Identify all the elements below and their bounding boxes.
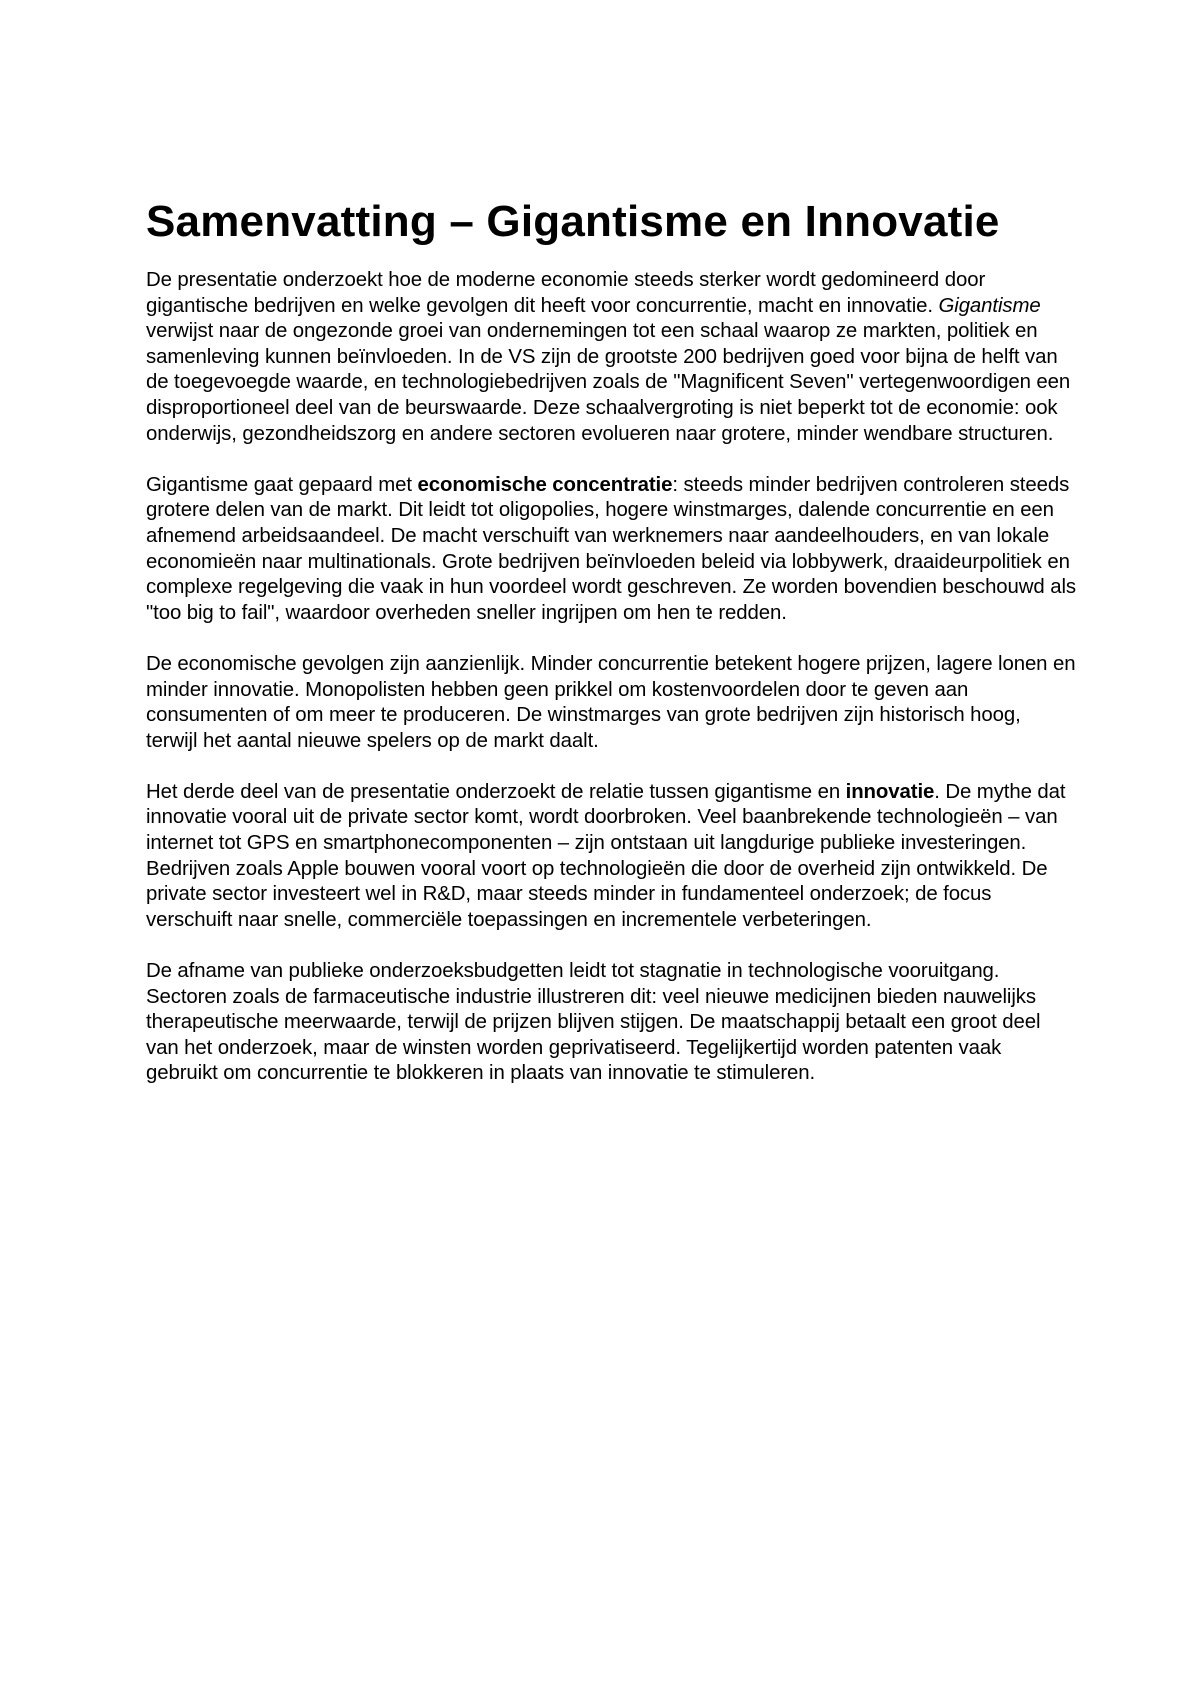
paragraph-research-budgets: De afname van publieke onderzoeksbudgetten leidt tot stagnatie in technologische vooruitgang. Sectoren zoals de farmaceutische industrie illustreren dit: veel nieuwe medicijnen bieden nauwelijks therapeutische meerwaarde, terwijl de prijzen blijven stijgen. De maatschappij betaalt een groot deel van het onderzoek, maar de winsten worden geprivatiseerd. Tegelijkertijd worden patenten vaak gebruikt om concurrentie te blokkeren in plaats van innovatie te stimuleren. [146,960,1041,1085]
paragraph-innovation-text-b: . De mythe dat innovatie vooral uit de private sector komt, wordt doorbroken. Veel baanbrekende technologieën – van internet tot GPS en smartphonecomponenten – zijn ontstaan uit langdurige publieke investeringen. Bedrijven zoals Apple bouwen vooral voort op technologieën die door de overheid zijn ontwikkeld. De private sector investeert wel in R&D, maar steeds minder in fundamenteel onderzoek; de focus verschuift naar snelle, commerciële toepassingen en incrementele verbeteringen. [146,780,1066,931]
term-innovatie: innovatie [845,780,935,803]
paragraph-innovation [146,780,1076,934]
document-body [146,196,1076,1113]
paragraph-economic-effects: De economische gevolgen zijn aanzienlijk. Minder concurrentie betekent hogere prijzen, lagere lonen en minder innovatie. Monopolisten hebben geen prikkel om kostenvoordelen door te geven aan consumenten of om meer te produceren. De winstmarges van grote bedrijven zijn historisch hoog, terwijl het aantal nieuwe spelers op de markt daalt. [146,652,1076,752]
paragraph-innovation-text-a: Het derde deel van de presentatie onderzoekt de relatie tussen gigantisme en [146,780,846,803]
paragraph-concentration-text-b: : steeds minder bedrijven controleren steeds grotere delen van de markt. Dit leidt tot oligopolies, hogere winstmarges, dalende concurrentie en een afnemend arbeidsaandeel. De macht verschuift van werknemers naar aandeelhouders, en van lokale economieën naar multinationals. Grote bedrijven beïnvloeden beleid via lobbywerk, draaideurpolitiek en complexe regelgeving die vaak in hun voordeel wordt geschreven. Ze worden bovendien beschouwd als "too big to fail", waardoor overheden sneller ingrijpen om hen te redden. [146,473,1076,624]
paragraph-intro [146,268,1076,447]
term-economische-concentratie: economische concentratie [417,473,673,496]
paragraph-concentration-text-a: Gigantisme gaat gepaard met [146,473,418,496]
document-title: Samenvatting – Gigantisme en Innovatie [146,197,1000,246]
paragraph-intro-text-a: De presentatie onderzoekt hoe de moderne economie steeds sterker wordt gedomineerd door gigantische bedrijven en welke gevolgen dit heeft voor concurrentie, macht en innovatie. [146,269,986,317]
paragraph-intro-text-b: verwijst naar de ongezonde groei van ondernemingen tot een schaal waarop ze markten, politiek en samenleving kunnen beïnvloeden. In de VS zijn de grootste 200 bedrijven goed voor bijna de helft van de toegevoegde waarde, en technologiebedrijven zoals de "Magnificent Seven" vertegenwoordigen een disproportioneel deel van de beurswaarde. Deze schaalvergroting is niet beperkt tot de economie: ook onderwijs, gezondheidszorg en andere sectoren evolueren naar grotere, minder wendbare structuren. [146,320,1071,445]
paragraph-concentration [146,473,1076,627]
term-gigantisme: Gigantisme [938,294,1041,317]
